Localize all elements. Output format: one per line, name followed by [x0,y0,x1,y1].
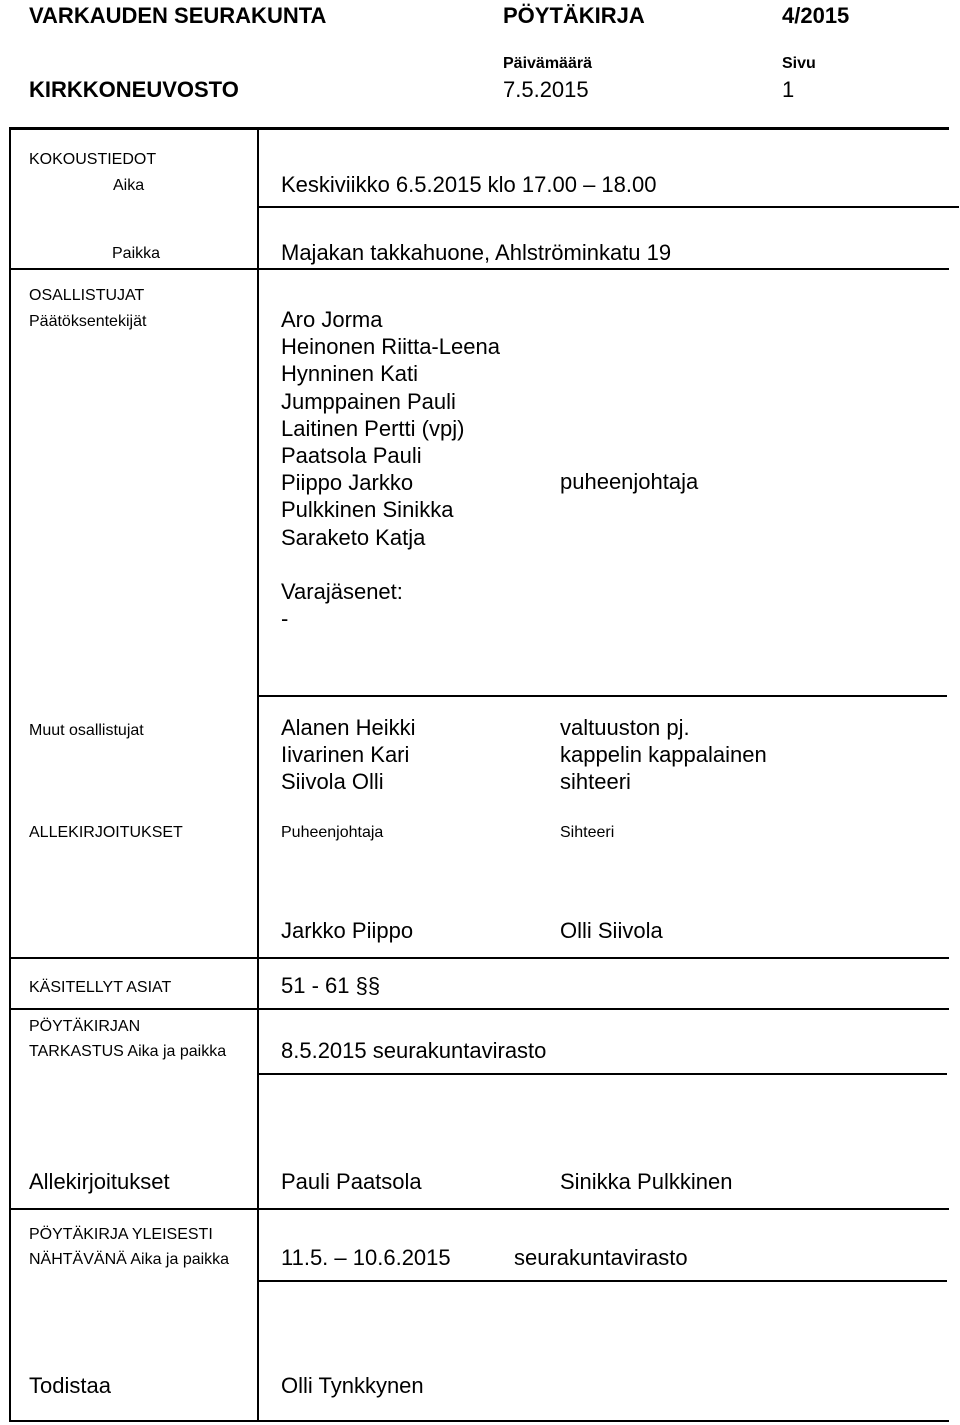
secretary-name: Olli Siivola [560,918,663,943]
doc-type: PÖYTÄKIRJA [503,3,645,28]
items-row-line [9,1008,949,1010]
members-list [281,306,500,551]
chair-label: Puheenjohtaja [281,824,384,841]
review-sign-label: Allekirjoitukset [29,1169,170,1194]
page-label: Sivu [782,55,816,72]
chair-name: Jarkko Piippo [281,918,414,943]
frame-left-line [9,127,11,1422]
secretary-label: Sihteeri [560,824,615,841]
meeting-time: Keskiviikko 6.5.2015 klo 17.00 – 18.00 [281,172,657,197]
place-row-line [9,268,949,270]
member-name: Jumppainen Pauli [281,388,456,414]
certify-label: Todistaa [29,1373,111,1398]
public-label-line1: PÖYTÄKIRJA YLEISESTI [29,1226,213,1243]
time-label: Aika [113,177,145,194]
other-participant-role: kappelin kappalainen [560,742,767,768]
frame-top-line [9,127,949,130]
others-names [281,714,416,796]
member-name: Laitinen Pertti (vpj) [281,415,465,441]
others-label: Muut osallistujat [29,722,144,739]
review-label-line2: TARKASTUS Aika ja paikka [29,1043,227,1060]
review-value: 8.5.2015 seurakuntavirasto [281,1038,547,1063]
other-participant-role: sihteeri [560,769,631,795]
items-label: KÄSITELLYT ASIAT [29,979,172,996]
signatures-row-line [9,957,949,959]
review-label-line1: PÖYTÄKIRJAN [29,1018,141,1035]
time-row-line [257,206,959,208]
deputies-value: - [281,606,289,631]
page-number: 1 [782,77,795,102]
member-role: puheenjohtaja [560,469,699,494]
public-row-line [257,1280,947,1282]
org-name: VARKAUDEN SEURAKUNTA [29,3,327,28]
column-divider-line [257,130,259,1420]
decision-makers-label: Päätöksentekijät [29,313,147,330]
review-signer-2: Sinikka Pulkkinen [560,1169,733,1194]
meeting-section-title: KOKOUSTIEDOT [29,151,157,168]
doc-date: 7.5.2015 [503,77,589,102]
other-participant-name: Iivarinen Kari [281,742,410,768]
certifier-name: Olli Tynkkynen [281,1373,424,1398]
review-sign-row-line [9,1208,949,1210]
review-row-line [257,1073,947,1075]
meeting-place: Majakan takkahuone, Ahlströminkatu 19 [281,240,672,265]
public-dates: 11.5. – 10.6.2015 [281,1245,451,1270]
public-place: seurakuntavirasto [514,1245,688,1270]
frame-bottom-line [9,1420,949,1422]
members-row-line [257,695,947,697]
date-label: Päivämäärä [503,55,592,72]
signatures-section-title: ALLEKIRJOITUKSET [29,824,183,841]
doc-number: 4/2015 [782,3,850,28]
member-name: Piippo Jarkko [281,470,414,496]
member-name: Hynninen Kati [281,361,418,387]
other-participant-role: valtuuston pj. [560,715,690,740]
member-name: Heinonen Riitta-Leena [281,334,500,360]
other-participant-name: Alanen Heikki [281,715,416,740]
review-signer-1: Pauli Paatsola [281,1169,422,1194]
place-label: Paikka [112,245,161,262]
other-participant-name: Siivola Olli [281,769,384,795]
items-value: 51 - 61 §§ [281,973,381,998]
member-name: Paatsola Pauli [281,442,422,468]
others-roles [560,714,767,796]
deputies-label: Varajäsenet: [281,579,403,604]
member-name: Pulkkinen Sinikka [281,497,454,523]
member-name: Aro Jorma [281,307,383,332]
public-label-line2: NÄHTÄVÄNÄ Aika ja paikka [29,1251,230,1268]
member-name: Saraketo Katja [281,524,426,550]
body-name: KIRKKONEUVOSTO [29,77,239,102]
participants-section-title: OSALLISTUJAT [29,287,145,304]
